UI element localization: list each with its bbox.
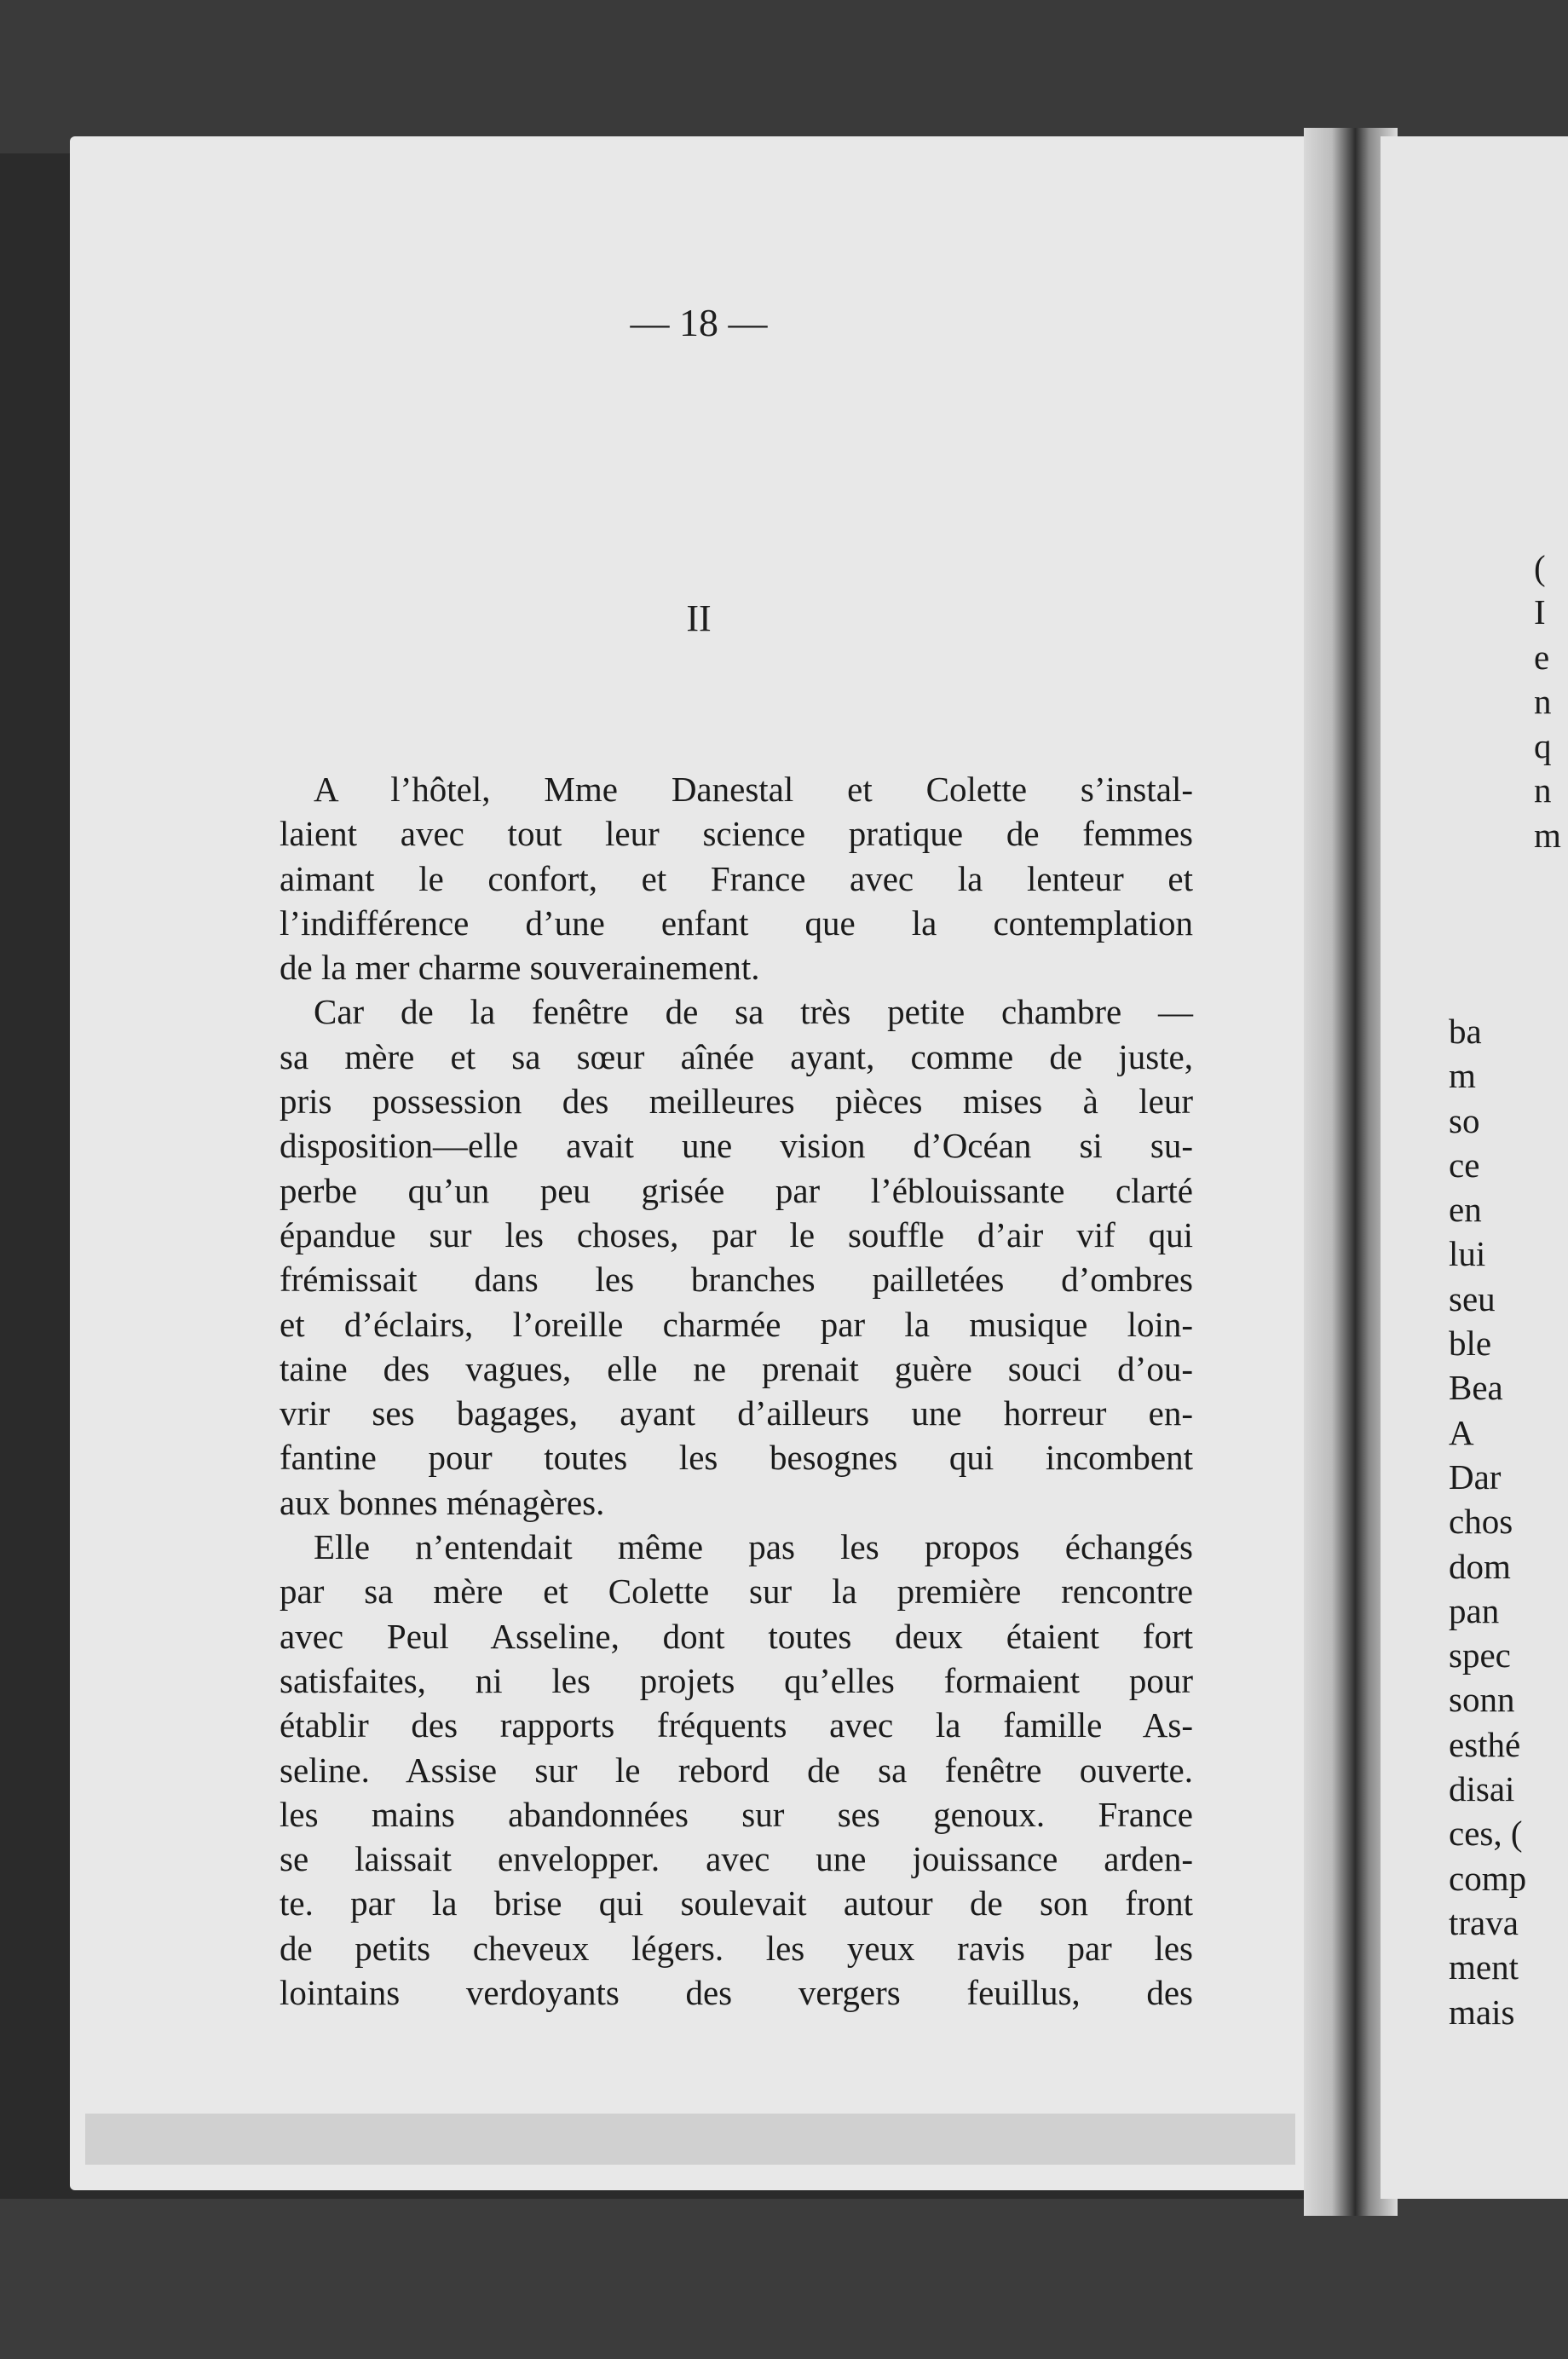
paragraph-2	[242, 989, 1193, 1525]
paragraph-1	[242, 767, 1193, 989]
text-fragment: seu	[1449, 1278, 1496, 1318]
text-line: sa mère et sa sœur aînée ayant, comme de juste,	[280, 1036, 1193, 1076]
text-fragment: n	[1534, 770, 1552, 810]
text-line: aux bonnes ménagères.	[280, 1482, 605, 1522]
text-fragment: sonn	[1449, 1680, 1515, 1720]
text-line: avec Peul Asseline, dont toutes deux étaient fort	[280, 1616, 1193, 1656]
scan-background-bottom	[0, 2199, 1568, 2359]
text-fragment: ces, (	[1449, 1814, 1523, 1854]
text-fragment: disai	[1449, 1769, 1515, 1809]
right-page-fragments-bottom	[1449, 1009, 1526, 2034]
text-line: les mains abandonnées sur ses genoux. France	[280, 1794, 1193, 1834]
chapter-heading: II	[686, 597, 712, 639]
text-fragment: e	[1534, 637, 1550, 677]
text-line: fantine pour toutes les besognes qui incombent	[280, 1438, 1193, 1478]
text-fragment: comp	[1449, 1858, 1527, 1898]
text-fragment: spec	[1449, 1635, 1511, 1676]
text-line: te. par la brise qui soulevait autour de son front	[280, 1883, 1193, 1924]
text-line: épandue sur les choses, par le souffle d’air vif qui	[280, 1214, 1193, 1254]
text-line: lointains verdoyants des vergers feuillus, des	[280, 1973, 1193, 2013]
text-fragment: mais	[1449, 1992, 1515, 2032]
text-line: vrir ses bagages, ayant d’ailleurs une horreur en-	[280, 1393, 1193, 1433]
text-fragment: ble	[1449, 1324, 1492, 1364]
text-line: satisfaites, ni les projets qu’elles formaient pour	[280, 1660, 1193, 1700]
text-line: seline. Assise sur le rebord de sa fenêtre ouverte.	[280, 1750, 1193, 1790]
text-fragment: ba	[1449, 1012, 1482, 1051]
body-text	[242, 767, 1193, 2015]
text-line: par sa mère et Colette sur la première rencontre	[280, 1572, 1193, 1612]
text-fragment: lui	[1449, 1234, 1486, 1274]
text-line: frémissait dans les branches pailletées d’ombres	[280, 1260, 1193, 1300]
text-line: de petits cheveux légers. les yeux ravis par les	[280, 1928, 1193, 1968]
text-fragment: pan	[1449, 1590, 1500, 1630]
text-fragment: m	[1534, 815, 1561, 855]
text-line: pris possession des meilleures pièces mises à leur	[280, 1081, 1193, 1122]
text-fragment: A	[1449, 1412, 1474, 1452]
text-line: Elle n’entendait même pas les propos échangés	[314, 1527, 1193, 1567]
left-page-lower-edge	[85, 2114, 1295, 2165]
text-line: perbe qu’un peu grisée par l’éblouissante clarté	[280, 1170, 1193, 1210]
text-fragment: ment	[1449, 1947, 1519, 1987]
text-fragment: so	[1449, 1100, 1480, 1140]
paragraph-3	[242, 1525, 1193, 2015]
text-fragment: n	[1534, 681, 1552, 721]
text-line: laient avec tout leur science pratique de femmes	[280, 814, 1193, 854]
text-fragment: esthé	[1449, 1724, 1521, 1764]
text-line: et d’éclairs, l’oreille charmée par la musique loin-	[280, 1304, 1193, 1344]
text-fragment: (	[1534, 548, 1546, 587]
text-fragment: en	[1449, 1190, 1482, 1230]
text-line: se laissait envelopper. avec une jouissance arden-	[280, 1839, 1193, 1879]
text-fragment: chos	[1449, 1502, 1513, 1542]
text-fragment: trava	[1449, 1902, 1519, 1942]
text-fragment: Bea	[1449, 1368, 1503, 1408]
right-page-fragments-top	[1534, 545, 1561, 857]
text-line: A l’hôtel, Mme Danestal et Colette s’instal-	[314, 770, 1193, 809]
text-line: établir des rapports fréquents avec la famille As-	[280, 1705, 1193, 1745]
text-fragment: I	[1534, 592, 1546, 632]
text-fragment: Dar	[1449, 1456, 1502, 1497]
text-fragment: dom	[1449, 1546, 1511, 1586]
text-line: taine des vagues, elle ne prenait guère souci d’ou-	[280, 1348, 1193, 1388]
text-line: l’indifférence d’une enfant que la contemplation	[280, 903, 1193, 943]
text-fragment: ce	[1449, 1145, 1480, 1185]
text-line: Car de la fenêtre de sa très petite chambre —	[314, 992, 1193, 1032]
text-line: disposition—elle avait une vision d’Océan si su-	[280, 1126, 1193, 1166]
text-fragment: q	[1534, 726, 1552, 766]
text-line: aimant le confort, et France avec la lenteur et	[280, 858, 1193, 898]
page-number: — 18 —	[630, 301, 768, 344]
text-fragment: m	[1449, 1056, 1476, 1096]
text-line: de la mer charme souverainement.	[280, 948, 760, 988]
